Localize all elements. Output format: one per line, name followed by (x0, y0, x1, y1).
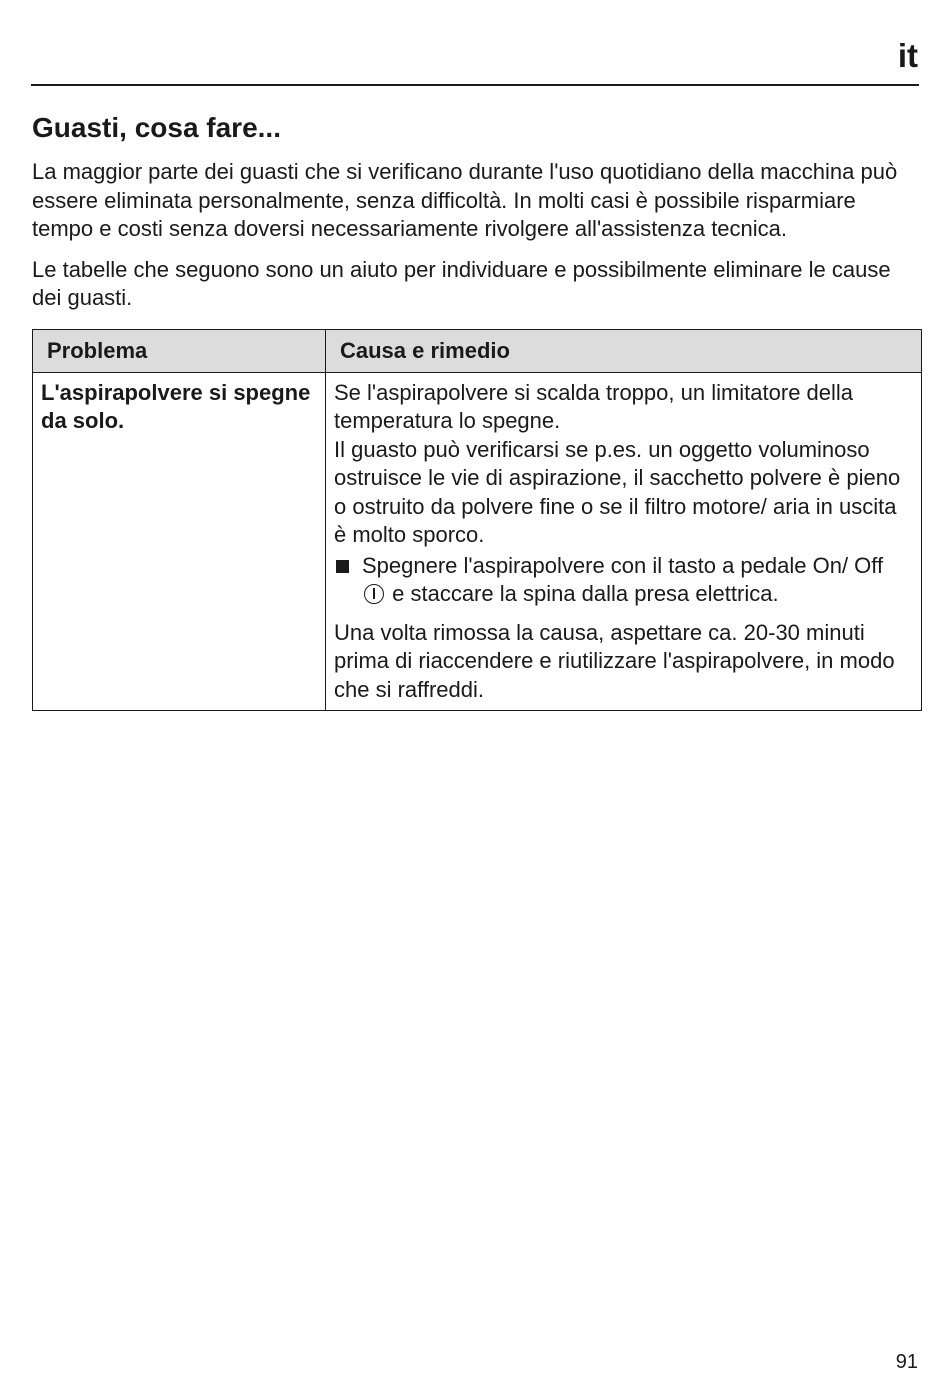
header-divider (31, 84, 919, 86)
table-row (33, 372, 922, 711)
cause-remedy-cell (326, 372, 922, 711)
remedy-bullet-text (362, 552, 911, 609)
page-number: 91 (895, 1351, 918, 1373)
troubleshooting-table (32, 329, 922, 712)
section-title: Guasti, cosa fare... (32, 112, 281, 143)
language-code: it (897, 37, 918, 74)
cause-text-1: Se l'aspirapolvere si scalda troppo, un limitatore della temperatura lo spegne. (334, 379, 854, 433)
problem-cell: L'aspirapolvere si spegne da solo. (33, 372, 326, 711)
column-header-cause-remedy: Causa e rimedio (326, 329, 922, 372)
cause-text-2: Il guasto può verificarsi se p.es. un oggetto voluminoso ostruisce le vie di aspirazione, il sacchetto polvere è pieno o ostruito da polvere fine o se il filtro motore/ aria in uscita è molto sporco. (334, 436, 901, 547)
tables-intro-paragraph: Le tabelle che seguono sono un aiuto per individuare e possibilmente eliminare le cause dei guasti. (32, 256, 891, 310)
table-header-row (33, 329, 922, 372)
column-header-problem: Problema (33, 329, 326, 372)
remedy-bullet (334, 552, 911, 609)
section-content (32, 108, 922, 711)
remedy-note: Una volta rimossa la causa, aspettare ca. 20-30 minuti prima di riaccendere e riutilizzare l'aspirapolvere, in modo che si raffreddi. (334, 619, 895, 702)
remedy-bullet-text-start: Spegnere l'aspirapolvere con il tasto a pedale On/ Off (362, 552, 884, 578)
bullet-square-icon (336, 560, 349, 573)
on-off-icon (364, 584, 384, 604)
intro-paragraph: La maggior parte dei guasti che si verificano durante l'uso quotidiano della macchina può essere eliminata personalmente, senza difficoltà. In molti casi è possibile risparmiare tempo e costi senza doversi necessariamente rivolgere all'assistenza tecnica. (32, 159, 898, 241)
remedy-bullet-text-end: e staccare la spina dalla presa elettrica. (392, 581, 779, 606)
